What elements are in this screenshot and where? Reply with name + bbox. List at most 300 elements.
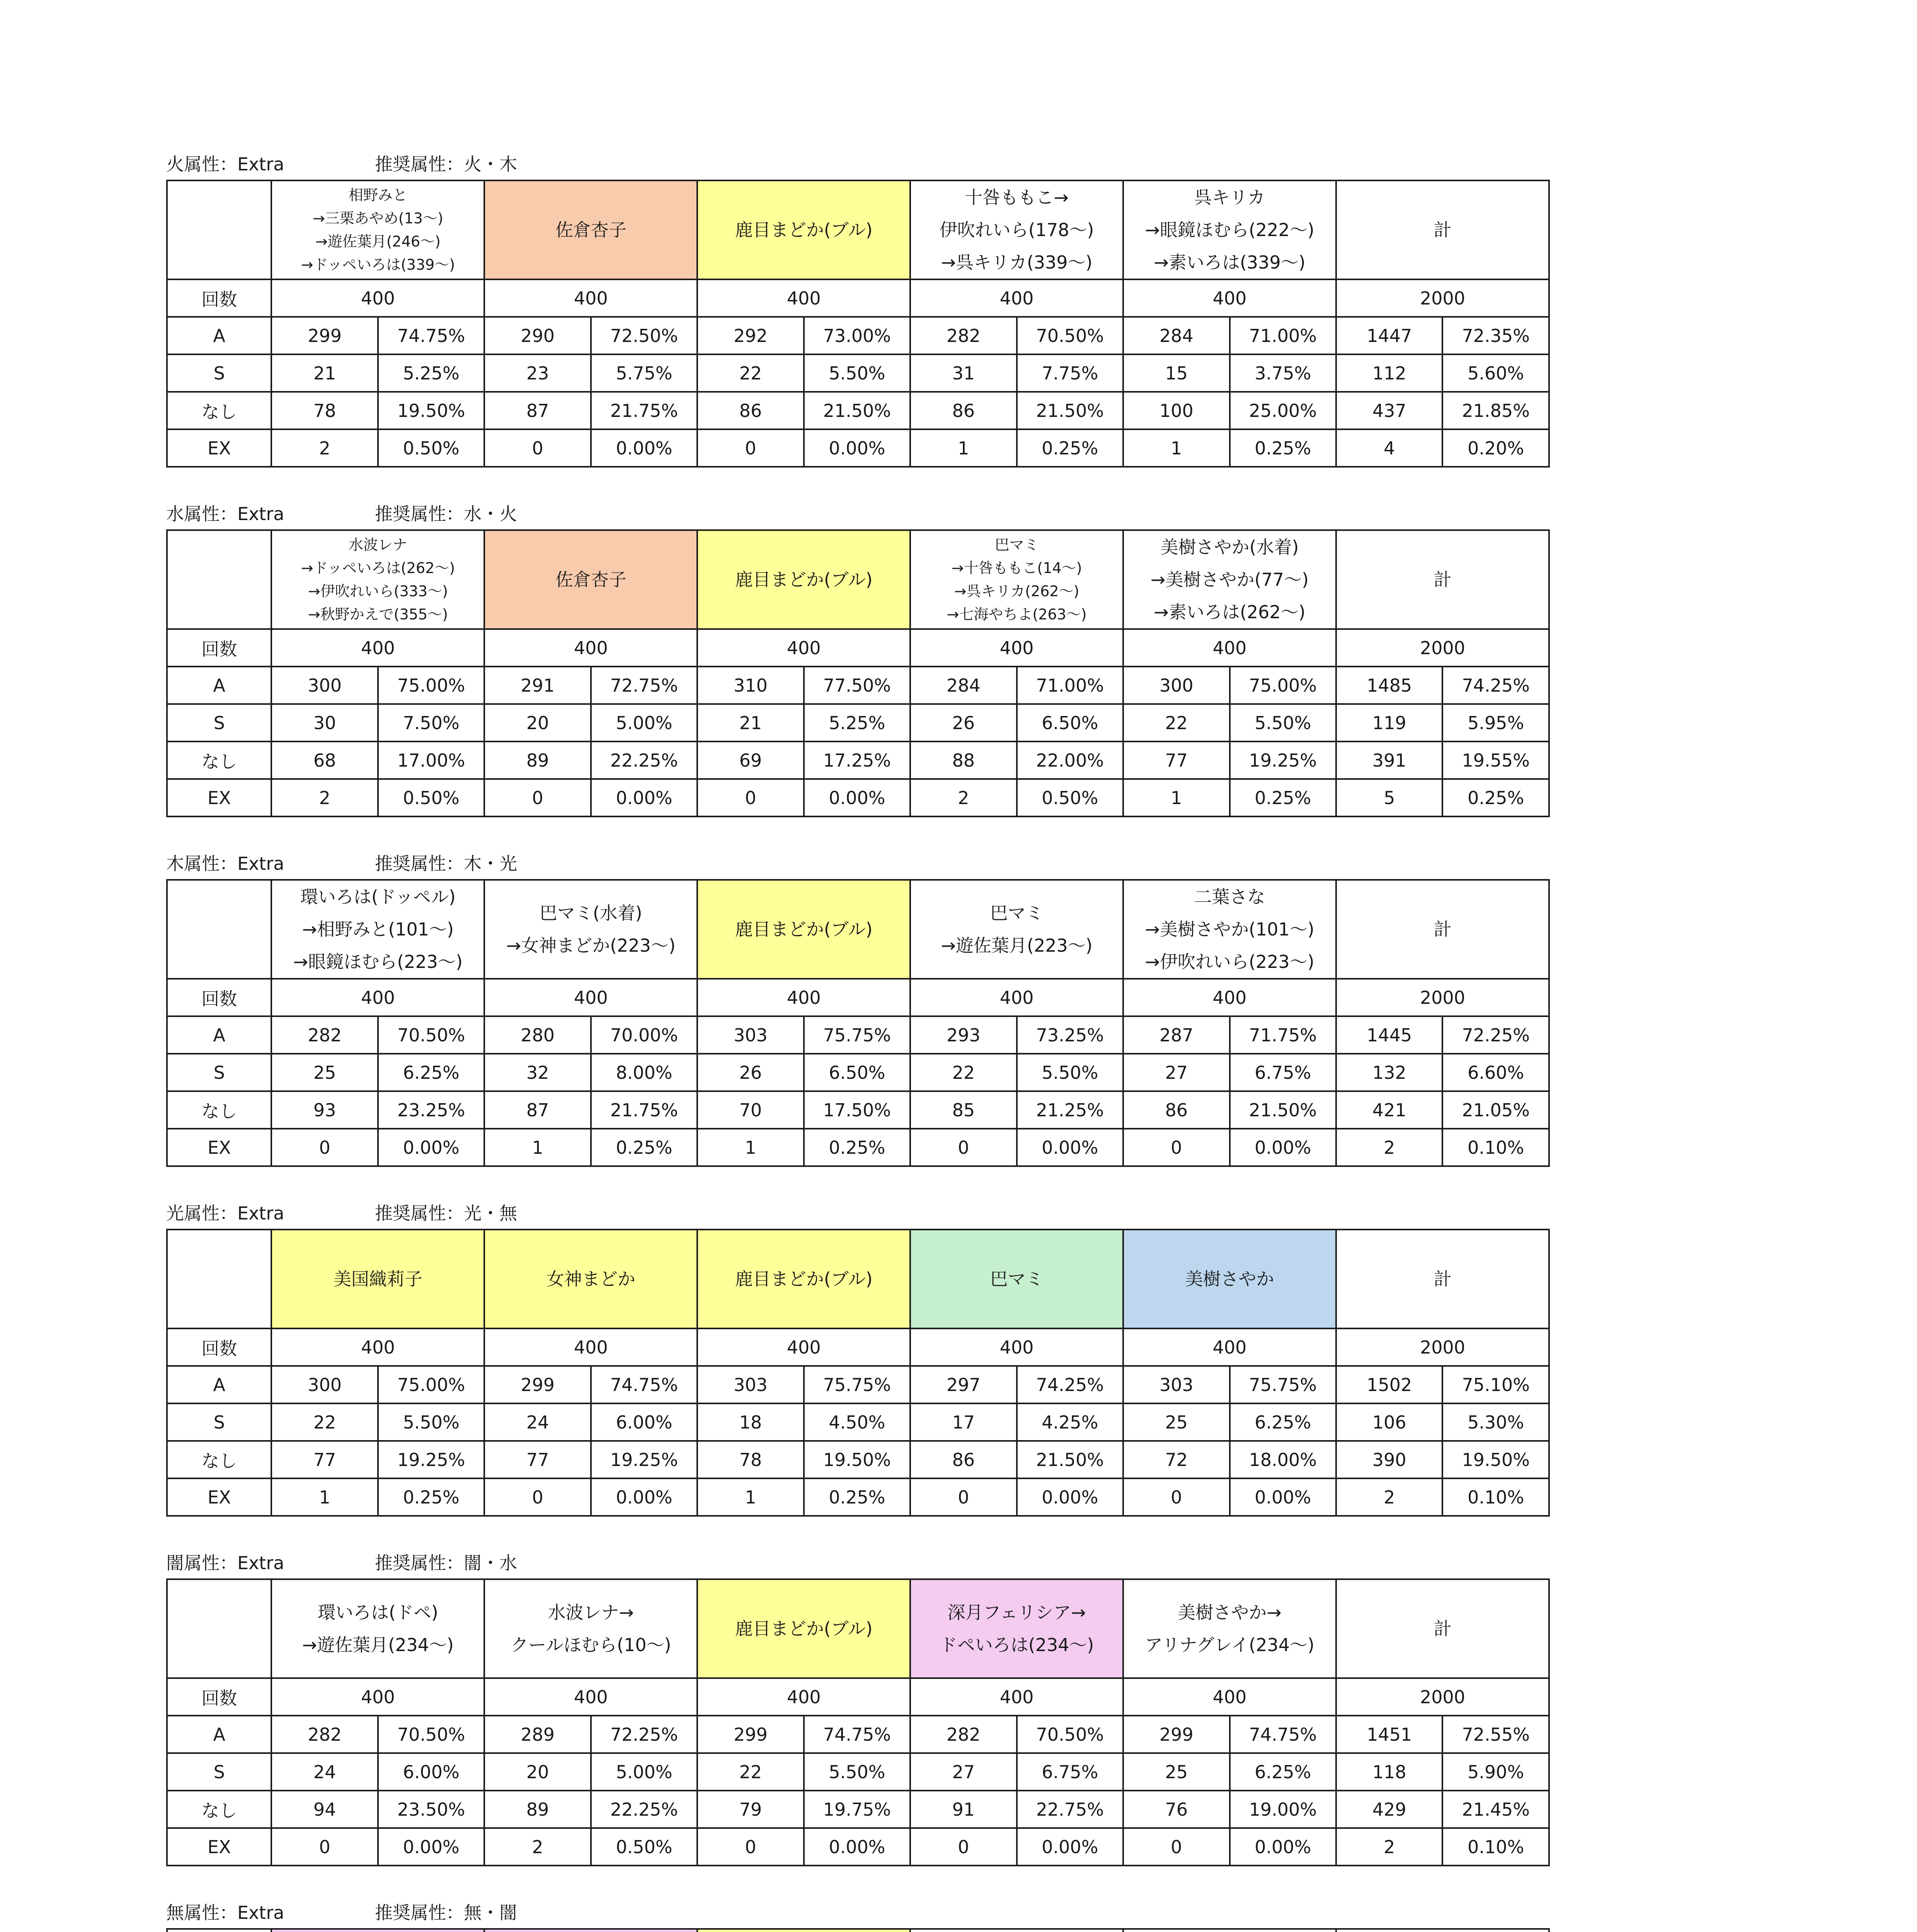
member-name-line: →女神まどか(223〜) — [506, 935, 676, 956]
percent-value: 70.50% — [378, 1716, 484, 1753]
member-cell — [1123, 1230, 1336, 1328]
row-label: S — [167, 354, 271, 392]
percent-value: 0.10% — [1442, 1478, 1549, 1516]
percent-value: 75.75% — [804, 1016, 910, 1054]
percent-value: 19.50% — [378, 392, 484, 429]
member-name-line: 佐倉杏子 — [555, 569, 627, 590]
count-value: 300 — [271, 667, 378, 704]
count-value: 282 — [910, 317, 1016, 354]
percent-value: 0.50% — [1017, 779, 1123, 816]
member-cell — [484, 880, 697, 979]
percent-value: 6.50% — [1017, 704, 1123, 742]
percent-value: 5.95% — [1442, 704, 1549, 742]
member-header-row — [167, 1230, 1549, 1328]
member-cell — [910, 1579, 1123, 1678]
count-cell: 400 — [1123, 1678, 1336, 1716]
count-value: 284 — [910, 667, 1016, 704]
count-value: 2 — [271, 779, 378, 816]
count-value: 22 — [910, 1054, 1016, 1091]
count-value: 2 — [910, 779, 1016, 816]
result-row-ex — [167, 779, 1549, 816]
member-name-line: 佐倉杏子 — [555, 219, 627, 240]
member-name-line: 計 — [1433, 569, 1452, 590]
percent-value: 0.10% — [1442, 1129, 1549, 1166]
result-row-a — [167, 1366, 1549, 1403]
member-name-line: 鹿目まどか(ブル) — [735, 919, 873, 940]
member-cell — [697, 1230, 910, 1328]
member-name-line: →遊佐葉月(246〜) — [315, 233, 441, 250]
result-row-ex — [167, 1129, 1549, 1166]
member-cell — [484, 180, 697, 279]
count-value: 310 — [697, 667, 804, 704]
row-label: EX — [167, 1129, 271, 1166]
count-value: 21 — [697, 704, 804, 742]
count-value: 23 — [484, 354, 591, 392]
member-header-row — [167, 1579, 1549, 1678]
count-value: 300 — [1123, 667, 1229, 704]
recommended-attribute: 推奨属性：光・無 — [375, 1203, 517, 1224]
member-name-line: 二葉さな — [1194, 886, 1265, 907]
percent-value: 72.50% — [591, 317, 697, 354]
row-label: A — [167, 317, 271, 354]
count-cell: 400 — [484, 279, 697, 317]
attribute-label: 無属性：Extra — [166, 1902, 284, 1923]
member-name-line: ドペいろは(234〜) — [939, 1634, 1094, 1655]
count-value: 24 — [271, 1753, 378, 1791]
count-value: 20 — [484, 1753, 591, 1791]
count-value: 2 — [271, 429, 378, 467]
count-row — [167, 1328, 1549, 1366]
count-cell: 2000 — [1336, 629, 1549, 667]
result-row-a — [167, 667, 1549, 704]
member-name-line: 美樹さやか→ — [1178, 1602, 1282, 1623]
member-name-line: 巴マミ — [990, 903, 1044, 923]
percent-value: 19.55% — [1442, 742, 1549, 779]
member-name-line: 相野みと — [348, 187, 407, 204]
percent-value: 17.25% — [804, 742, 910, 779]
total-header — [1336, 1929, 1549, 1932]
count-value: 290 — [484, 317, 591, 354]
percent-value: 21.75% — [591, 392, 697, 429]
percent-value: 77.50% — [804, 667, 910, 704]
count-value: 0 — [697, 429, 804, 467]
count-value: 24 — [484, 1403, 591, 1441]
row-label: EX — [167, 1828, 271, 1866]
count-value: 291 — [484, 667, 591, 704]
corner-cell — [167, 530, 271, 629]
percent-value: 73.00% — [804, 317, 910, 354]
result-row-ex — [167, 1478, 1549, 1516]
percent-value: 4.50% — [804, 1403, 910, 1441]
percent-value: 6.75% — [1230, 1054, 1336, 1091]
percent-value: 5.50% — [1230, 704, 1336, 742]
percent-value: 0.00% — [378, 1828, 484, 1866]
count-value: 1 — [697, 1478, 804, 1516]
count-value: 1447 — [1336, 317, 1442, 354]
count-value: 1445 — [1336, 1016, 1442, 1054]
count-cell: 400 — [1123, 279, 1336, 317]
member-name-line: 巴マミ — [994, 536, 1039, 553]
count-value: 22 — [1123, 704, 1229, 742]
count-value: 78 — [271, 392, 378, 429]
percent-value: 21.85% — [1442, 392, 1549, 429]
count-cell: 400 — [697, 1328, 910, 1366]
corner-cell — [167, 1929, 271, 1932]
member-cell — [910, 1929, 1123, 1932]
member-name-line: →呉キリカ(262〜) — [954, 583, 1079, 600]
count-value: 0 — [697, 779, 804, 816]
percent-value: 5.00% — [591, 1753, 697, 1791]
row-label: A — [167, 1716, 271, 1753]
percent-value: 0.20% — [1442, 429, 1549, 467]
member-name-line: 鹿目まどか(ブル) — [735, 1269, 873, 1289]
member-name-line: →呉キリカ(339〜) — [941, 252, 1093, 273]
count-value: 76 — [1123, 1791, 1229, 1828]
attribute-label: 木属性：Extra — [166, 853, 284, 874]
member-name-line: 美国織莉子 — [333, 1269, 422, 1289]
member-name-line — [911, 1930, 1122, 1932]
percent-value: 71.75% — [1230, 1016, 1336, 1054]
percent-value: 0.00% — [591, 779, 697, 816]
percent-value: 5.60% — [1442, 354, 1549, 392]
count-cell: 400 — [484, 629, 697, 667]
member-name-line: →伊吹れいら(333〜) — [308, 583, 448, 600]
count-value: 26 — [697, 1054, 804, 1091]
count-value: 1451 — [1336, 1716, 1442, 1753]
percent-value: 72.25% — [1442, 1016, 1549, 1054]
percent-value: 0.00% — [378, 1129, 484, 1166]
member-name-line: 巴マミ — [990, 1269, 1044, 1289]
count-cell: 2000 — [1336, 279, 1549, 317]
percent-value: 21.50% — [1017, 392, 1123, 429]
count-value: 119 — [1336, 704, 1442, 742]
member-name-line: 巴マミ(水着) — [539, 903, 642, 923]
count-cell: 400 — [1123, 629, 1336, 667]
member-cell — [910, 1230, 1123, 1328]
member-cell — [910, 180, 1123, 279]
member-name-line: 計 — [1433, 219, 1452, 240]
row-label: 回数 — [167, 629, 271, 667]
percent-value: 70.50% — [378, 1016, 484, 1054]
percent-value: 0.00% — [1017, 1478, 1123, 1516]
percent-value: 5.50% — [1017, 1054, 1123, 1091]
row-label: S — [167, 1753, 271, 1791]
percent-value: 0.50% — [378, 779, 484, 816]
percent-value: 21.50% — [1230, 1091, 1336, 1129]
percent-value: 3.75% — [1230, 354, 1336, 392]
count-value: 25 — [271, 1054, 378, 1091]
percent-value: 21.75% — [591, 1091, 697, 1129]
percent-value: 23.50% — [378, 1791, 484, 1828]
count-value: 100 — [1123, 392, 1229, 429]
member-name-line: 女神まどか — [546, 1269, 635, 1289]
count-row — [167, 279, 1549, 317]
percent-value: 70.50% — [1017, 1716, 1123, 1753]
member-name-line: 環いろは(ドッペル) — [300, 886, 456, 907]
member-header-row — [167, 1929, 1549, 1932]
percent-value: 0.25% — [804, 1478, 910, 1516]
count-value: 2 — [1336, 1478, 1442, 1516]
member-cell — [271, 530, 484, 629]
count-value: 2 — [484, 1828, 591, 1866]
count-cell: 400 — [1123, 979, 1336, 1016]
member-cell — [697, 180, 910, 279]
result-row-a — [167, 317, 1549, 354]
percent-value: 0.00% — [804, 429, 910, 467]
recommended-attribute: 推奨属性：無・闇 — [375, 1902, 517, 1923]
member-name-line: 深月フェリシア→ — [947, 1602, 1086, 1623]
result-row-s — [167, 704, 1549, 742]
count-value: 25 — [1123, 1403, 1229, 1441]
member-name-line: →相野みと(101〜) — [302, 919, 454, 940]
percent-value: 0.00% — [591, 429, 697, 467]
member-name-line: →ドッペいろは(262〜) — [301, 560, 455, 577]
count-value: 421 — [1336, 1091, 1442, 1129]
percent-value: 7.50% — [378, 704, 484, 742]
recommended-attribute: 推奨属性：木・光 — [375, 853, 517, 874]
percent-value: 6.60% — [1442, 1054, 1549, 1091]
corner-cell — [167, 1230, 271, 1328]
percent-value: 19.25% — [1230, 742, 1336, 779]
member-name-line: 計 — [1433, 919, 1452, 940]
total-header — [1336, 1579, 1549, 1678]
count-value: 299 — [697, 1716, 804, 1753]
member-cell — [484, 530, 697, 629]
corner-cell — [167, 180, 271, 279]
percent-value: 0.00% — [1230, 1129, 1336, 1166]
member-name-line: →秋野かえで(355〜) — [308, 606, 448, 623]
count-value: 27 — [1123, 1054, 1229, 1091]
percent-value: 6.00% — [591, 1403, 697, 1441]
count-cell: 400 — [271, 1678, 484, 1716]
count-value: 0 — [271, 1828, 378, 1866]
count-value: 17 — [910, 1403, 1016, 1441]
count-value: 30 — [271, 704, 378, 742]
attribute-label: 光属性：Extra — [166, 1203, 284, 1224]
count-value: 0 — [910, 1828, 1016, 1866]
count-value: 1 — [910, 429, 1016, 467]
count-value: 118 — [1336, 1753, 1442, 1791]
member-name-line: →遊佐葉月(223〜) — [941, 935, 1093, 956]
member-name-line: 水波レナ→ — [548, 1602, 634, 1623]
count-value: 87 — [484, 1091, 591, 1129]
member-cell — [271, 180, 484, 279]
percent-value: 0.25% — [378, 1478, 484, 1516]
count-value: 25 — [1123, 1753, 1229, 1791]
count-value: 1485 — [1336, 667, 1442, 704]
count-value: 284 — [1123, 317, 1229, 354]
member-cell — [1123, 1929, 1336, 1932]
section-caption — [166, 852, 517, 875]
count-cell: 400 — [910, 279, 1123, 317]
result-row-none — [167, 742, 1549, 779]
total-header — [1336, 530, 1549, 629]
count-cell: 2000 — [1336, 979, 1549, 1016]
count-value: 303 — [1123, 1366, 1229, 1403]
count-value: 89 — [484, 742, 591, 779]
member-name-line: 環いろは(ドペ) — [317, 1602, 438, 1623]
row-label: 回数 — [167, 979, 271, 1016]
count-value: 280 — [484, 1016, 591, 1054]
attribute-label: 火属性：Extra — [166, 154, 284, 175]
attribute-label: 水属性：Extra — [166, 503, 284, 524]
member-name-line: 美樹さやか — [1185, 1269, 1274, 1289]
count-value: 32 — [484, 1054, 591, 1091]
result-row-s — [167, 1054, 1549, 1091]
percent-value: 17.00% — [378, 742, 484, 779]
percent-value: 5.50% — [804, 1753, 910, 1791]
row-label: S — [167, 1403, 271, 1441]
result-row-none — [167, 1791, 1549, 1828]
percent-value: 0.25% — [1230, 429, 1336, 467]
member-name-line: →眼鏡ほむら(222〜) — [1145, 219, 1314, 240]
percent-value: 72.25% — [591, 1716, 697, 1753]
row-label: 回数 — [167, 1678, 271, 1716]
count-value: 292 — [697, 317, 804, 354]
count-value: 79 — [697, 1791, 804, 1828]
result-table — [166, 879, 1550, 1167]
percent-value: 21.25% — [1017, 1091, 1123, 1129]
percent-value: 0.00% — [804, 1828, 910, 1866]
row-label: なし — [167, 742, 271, 779]
count-value: 4 — [1336, 429, 1442, 467]
percent-value: 74.25% — [1442, 667, 1549, 704]
count-value: 93 — [271, 1091, 378, 1129]
percent-value: 0.25% — [1442, 779, 1549, 816]
percent-value: 7.75% — [1017, 354, 1123, 392]
percent-value: 0.50% — [591, 1828, 697, 1866]
member-cell — [910, 880, 1123, 979]
count-value: 299 — [271, 317, 378, 354]
percent-value: 0.00% — [1230, 1478, 1336, 1516]
percent-value: 21.50% — [1017, 1441, 1123, 1478]
percent-value: 19.75% — [804, 1791, 910, 1828]
percent-value: 71.00% — [1230, 317, 1336, 354]
count-value: 132 — [1336, 1054, 1442, 1091]
count-value: 85 — [910, 1091, 1016, 1129]
count-cell: 400 — [697, 1678, 910, 1716]
count-cell: 2000 — [1336, 1678, 1549, 1716]
count-value: 0 — [484, 429, 591, 467]
percent-value: 0.00% — [1230, 1828, 1336, 1866]
percent-value: 17.50% — [804, 1091, 910, 1129]
percent-value: 0.00% — [1017, 1129, 1123, 1166]
count-cell: 400 — [910, 979, 1123, 1016]
count-cell: 400 — [697, 979, 910, 1016]
count-value: 297 — [910, 1366, 1016, 1403]
member-cell — [484, 1230, 697, 1328]
member-name-line: 鹿目まどか(ブル) — [735, 219, 873, 240]
result-row-a — [167, 1016, 1549, 1054]
member-cell — [910, 530, 1123, 629]
count-value: 1502 — [1336, 1366, 1442, 1403]
corner-cell — [167, 1579, 271, 1678]
result-row-s — [167, 1403, 1549, 1441]
count-value: 1 — [1123, 779, 1229, 816]
count-value: 86 — [910, 392, 1016, 429]
member-name-line: →伊吹れいら(223〜) — [1145, 951, 1314, 972]
member-name-line: →遊佐葉月(234〜) — [302, 1634, 454, 1655]
count-cell: 400 — [910, 629, 1123, 667]
percent-value: 21.45% — [1442, 1791, 1549, 1828]
percent-value: 6.50% — [804, 1054, 910, 1091]
count-value: 0 — [484, 1478, 591, 1516]
member-name-line: 美樹さやか(水着) — [1160, 537, 1299, 558]
percent-value: 74.75% — [1230, 1716, 1336, 1753]
percent-value: 0.25% — [1230, 779, 1336, 816]
member-cell — [697, 1929, 910, 1932]
percent-value: 25.00% — [1230, 392, 1336, 429]
percent-value: 23.25% — [378, 1091, 484, 1129]
member-cell — [1123, 880, 1336, 979]
row-label: EX — [167, 429, 271, 467]
count-value: 0 — [910, 1129, 1016, 1166]
row-label: EX — [167, 779, 271, 816]
result-row-s — [167, 354, 1549, 392]
percent-value: 22.00% — [1017, 742, 1123, 779]
percent-value: 72.35% — [1442, 317, 1549, 354]
count-value: 86 — [697, 392, 804, 429]
member-name-line: →眼鏡ほむら(223〜) — [293, 951, 463, 972]
percent-value: 21.50% — [804, 392, 910, 429]
percent-value: 74.75% — [591, 1366, 697, 1403]
percent-value: 5.90% — [1442, 1753, 1549, 1791]
total-header — [1336, 180, 1549, 279]
count-value: 26 — [910, 704, 1016, 742]
row-label: EX — [167, 1478, 271, 1516]
result-row-s — [167, 1753, 1549, 1791]
count-value: 299 — [1123, 1716, 1229, 1753]
count-value: 77 — [271, 1441, 378, 1478]
percent-value: 71.00% — [1017, 667, 1123, 704]
percent-value: 19.00% — [1230, 1791, 1336, 1828]
percent-value: 19.25% — [591, 1441, 697, 1478]
count-value: 72 — [1123, 1441, 1229, 1478]
count-value: 94 — [271, 1791, 378, 1828]
percent-value: 5.00% — [591, 704, 697, 742]
count-value: 69 — [697, 742, 804, 779]
member-cell — [697, 1579, 910, 1678]
percent-value: 6.25% — [378, 1054, 484, 1091]
count-cell: 400 — [271, 629, 484, 667]
percent-value: 0.50% — [378, 429, 484, 467]
result-row-none — [167, 1441, 1549, 1478]
row-label: なし — [167, 1091, 271, 1129]
count-value: 27 — [910, 1753, 1016, 1791]
count-value: 1 — [271, 1478, 378, 1516]
count-value: 2 — [1336, 1129, 1442, 1166]
percent-value: 0.25% — [591, 1129, 697, 1166]
count-value: 22 — [697, 1753, 804, 1791]
section-caption — [166, 153, 517, 176]
member-name-line: →素いろは(339〜) — [1154, 252, 1306, 273]
result-row-a — [167, 1716, 1549, 1753]
count-value: 299 — [484, 1366, 591, 1403]
percent-value: 70.50% — [1017, 317, 1123, 354]
count-value: 70 — [697, 1091, 804, 1129]
member-name-line: →ドッペいろは(339〜) — [301, 256, 455, 273]
section-caption — [166, 1901, 517, 1924]
member-cell — [1123, 1579, 1336, 1678]
count-value: 0 — [1123, 1478, 1229, 1516]
count-value: 2 — [1336, 1828, 1442, 1866]
count-cell: 400 — [484, 1678, 697, 1716]
recommended-attribute: 推奨属性：水・火 — [375, 503, 517, 524]
count-cell: 400 — [484, 979, 697, 1016]
result-table — [166, 1578, 1550, 1866]
count-value: 86 — [1123, 1091, 1229, 1129]
percent-value: 0.10% — [1442, 1828, 1549, 1866]
